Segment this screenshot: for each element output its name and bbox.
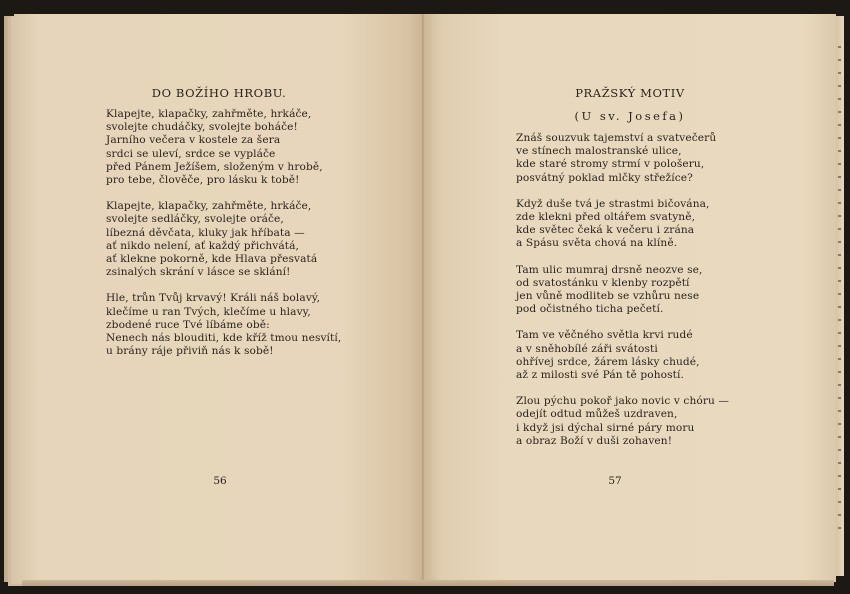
poem-line: před Pánem Ježíšem, složeným v hrobě, [106,160,323,173]
edge-text-mark [838,215,841,217]
left-page-title: DO BOŽÍHO HROBU. [151,86,287,100]
edge-text-mark [838,189,841,191]
edge-text-mark [838,280,841,282]
right-poem [516,132,729,461]
edge-text-mark [838,436,841,438]
edge-text-mark [838,527,841,529]
edge-text-mark [838,410,841,412]
poem-line: Hle, trůn Tvůj krvavý! Králi náš bolavý, [106,292,321,305]
poem-line: Nenech nás blouditi, kde kříž tmou nesvítí, [106,332,342,345]
poem-line: kde staré stromy strmí v pološeru, [516,158,705,171]
poem-line: ohřívej srdce, žárem lásky chudé, [516,355,700,368]
page-edge-right [836,16,844,576]
right-page-title: PRAŽSKÝ MOTIV [575,86,685,100]
edge-text-mark [838,150,841,152]
edge-text-mark [838,462,841,464]
poem-line: Tam ulic mumraj drsně neozve se, [516,263,703,276]
right-page-number: 57 [608,475,622,487]
edge-text-mark [838,384,841,386]
edge-text-mark [838,293,841,295]
edge-text-mark [838,241,841,243]
poem-line: jen vůně modliteb se vzhůru nese [516,290,700,303]
edge-text-mark [838,514,841,516]
edge-text-mark [838,449,841,451]
edge-text-mark [838,202,841,204]
poem-line: líbezná děvčata, kluky jak hříbata — [106,226,305,239]
right-page-subtitle: (U sv. Josefa) [574,109,686,123]
stanza [516,395,729,448]
edge-text-mark [838,501,841,503]
edge-text-mark [838,46,841,48]
poem-line: a obraz Boží v duši zohaven! [516,434,673,447]
poem-line: Jarního večera v kostele za šera [106,134,281,147]
stanza [106,200,341,279]
poem-line: ať klekne pokorně, kde Hlava přesvatá [106,253,318,266]
edge-text-mark [838,345,841,347]
poem-line: pod očistného ticha pečetí. [516,303,664,316]
left-page [14,14,424,582]
edge-text-mark [838,111,841,113]
poem-line: klečíme u ran Tvých, klečíme u hlavy, [106,305,311,318]
edge-text-mark [838,267,841,269]
edge-text-mark [838,306,841,308]
edge-text-mark [838,98,841,100]
stanza [516,198,729,251]
poem-line: svolejte sedláčky, svolejte oráče, [106,213,284,226]
poem-line: Tam ve věčného světla krvi rudé [516,329,693,342]
poem-line: až z milosti své Pán tě pohostí. [516,369,684,382]
edge-text-mark [838,332,841,334]
edge-text-mark [838,475,841,477]
poem-line: a v sněhobílé záři svátosti [516,342,658,355]
right-page [424,14,836,582]
poem-line: pro tebe, člověče, pro lásku k tobě! [106,174,300,187]
edge-text-mark [838,423,841,425]
edge-text-mark [838,488,841,490]
edge-text-mark [838,59,841,61]
edge-text-mark [838,176,841,178]
edge-text-mark [838,371,841,373]
poem-line: od svatostánku v klenby rozpětí [516,276,690,289]
stanza [106,108,341,187]
stanza [516,329,729,382]
poem-line: kde světec čeká k večeru i zrána [516,224,695,237]
stanza [516,264,729,317]
edge-text-mark [838,85,841,87]
poem-line: ať nikdo nelení, ať každý přichvátá, [106,239,300,252]
poem-line: u brány ráje přiviň nás k sobě! [106,345,274,358]
edge-text-mark [838,254,841,256]
poem-line: Znáš souzvuk tajemství a svatvečerů [516,132,717,144]
poem-line: i když jsi dýchal sirné páry moru [516,421,695,434]
edge-text-mark [838,358,841,360]
edge-text-mark [838,397,841,399]
poem-line: Klapejte, klapačky, zahřměte, hrkáče, [106,108,312,120]
open-book [4,6,842,588]
poem-line: posvátný poklad mlčky střežíce? [516,171,693,184]
edge-text-mark [838,319,841,321]
poem-line: ve stínech malostranské ulice, [516,145,682,158]
poem-line: odejít odtud můžeš uzdraven, [516,408,678,421]
poem-line: a Spásu světa chová na klíně. [516,237,678,250]
poem-line: Zlou pýchu pokoř jako novic v chóru — [516,395,730,408]
left-poem [106,108,341,371]
edge-text-mark [838,124,841,126]
poem-line: srdci se uleví, srdce se vypláče [106,147,276,160]
poem-line: zde klekni před oltářem svatyně, [516,211,696,224]
stanza [516,132,729,185]
poem-line: svolejte chudáčky, svolejte boháče! [106,121,298,134]
poem-line: Klapejte, klapačky, zahřměte, hrkáče, [106,200,312,213]
poem-line: zbodené ruce Tvé líbáme obě: [106,318,270,331]
edge-text-mark [838,72,841,74]
poem-line: Když duše tvá je strastmi bičována, [516,197,710,210]
left-page-number: 56 [213,475,227,487]
edge-text-mark [838,137,841,139]
edge-text-mark [838,163,841,165]
poem-line: zsinalých skrání v lásce se sklání! [106,266,291,279]
edge-text-mark [838,228,841,230]
stanza [106,292,341,358]
page-edge-bottom [22,580,834,586]
